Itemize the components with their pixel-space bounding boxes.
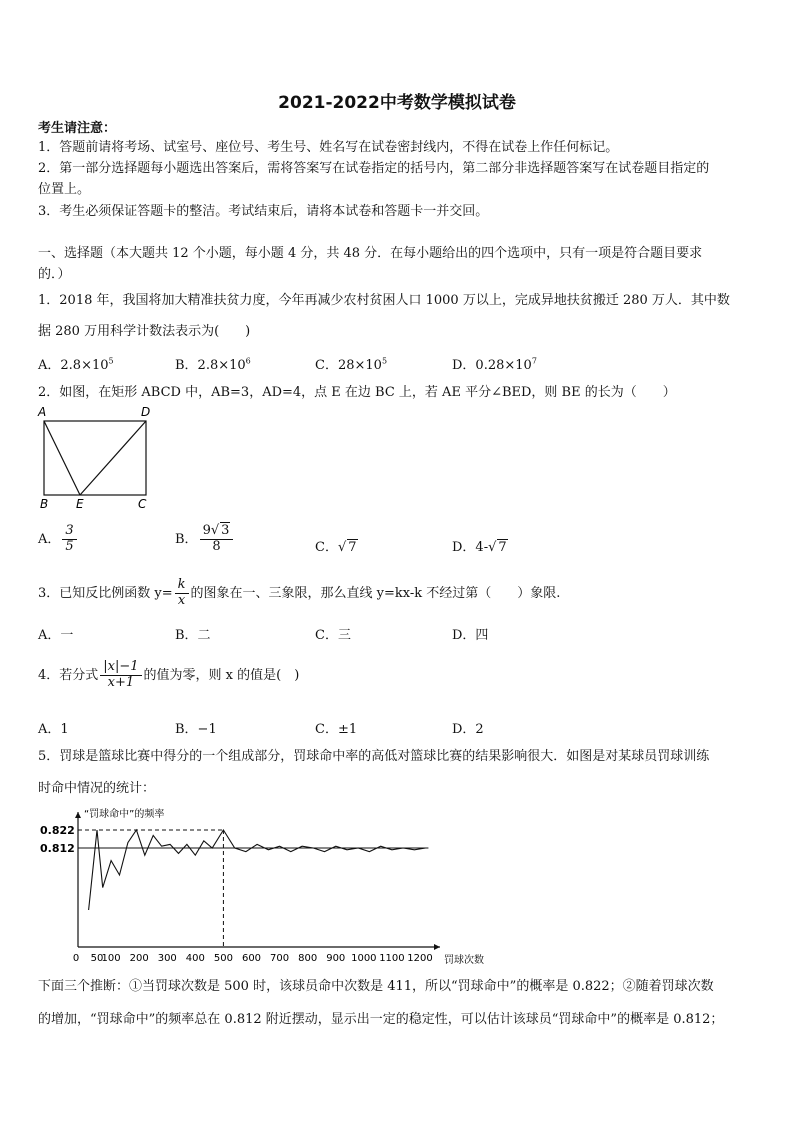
- page-title: 2021-2022中考数学模拟试卷: [278, 93, 516, 113]
- frequency-chart: [30, 800, 500, 970]
- q5-inference-1: 下面三个推断：①当罚球次数是 500 时，该球员命中次数是 411，所以“罚球命中”的概率是 0.822；②随着罚球次数: [38, 979, 714, 994]
- option-text: A．: [38, 531, 61, 547]
- q1-stem: 1．2018 年，我国将加大精准扶贫力度，今年再减少农村贫困人口 1000 万以上，完成异地扶贫搬迁 280 万人．其中数: [38, 293, 730, 308]
- radicand: 3: [221, 523, 230, 538]
- notice-heading: 考生请注意：: [38, 121, 117, 136]
- x-axis-arrow: [434, 944, 440, 950]
- x-tick-label: 300: [157, 953, 177, 964]
- exponent: 5: [381, 356, 388, 366]
- y-axis-arrow: [75, 812, 81, 818]
- label-d: D: [141, 405, 151, 419]
- x-tick-label: 700: [270, 953, 290, 964]
- y-tick-labels: [40, 824, 75, 855]
- q2-option-d[interactable]: D．4-√ 7: [452, 540, 507, 555]
- x-tick-label: 0: [72, 953, 80, 964]
- x-tick-label: 600: [241, 953, 262, 964]
- label-c: C: [138, 497, 147, 511]
- exponent: 6: [245, 356, 251, 366]
- q2-option-b[interactable]: [175, 524, 235, 555]
- segment-ae: [44, 421, 80, 495]
- q4-option-c[interactable]: C．±1: [315, 722, 358, 737]
- fraction: [175, 578, 189, 609]
- q3-stem: [38, 578, 560, 609]
- denominator: x+1: [107, 674, 135, 690]
- q1-option-d[interactable]: [452, 354, 537, 373]
- q1-option-c[interactable]: [315, 354, 387, 373]
- exponent: 5: [108, 356, 114, 366]
- x-tick-label: 50: [90, 953, 104, 964]
- denominator: 8: [212, 538, 221, 554]
- section-heading-cont: 的．）: [38, 267, 71, 282]
- fraction: [62, 524, 76, 555]
- option-text: B．: [175, 531, 198, 547]
- x-tick-label: 100: [101, 953, 121, 964]
- x-axis-label: 罚球次数: [444, 955, 484, 966]
- rectangle-abcd: [44, 421, 146, 495]
- x-tick-label: 1200: [407, 953, 433, 964]
- radicand: 7: [498, 540, 507, 555]
- radicand: 7: [348, 540, 357, 555]
- q3-option-b[interactable]: B．二: [175, 628, 211, 643]
- numerator: k: [175, 578, 189, 594]
- y-axis-label: “罚球命中”的频率: [84, 809, 165, 820]
- notice-item: 位置上。: [38, 182, 91, 197]
- notice-item: 2．第一部分选择题每小题选出答案后，需将答案写在试卷指定的括号内，第二部分非选择题答案写在试卷题目指定的: [38, 161, 710, 176]
- option-text: B．2.8×10: [175, 358, 246, 373]
- label-e: E: [76, 497, 84, 511]
- q1-option-b[interactable]: [175, 354, 251, 373]
- fraction: [200, 524, 234, 555]
- y-tick-label: 0.812: [40, 842, 75, 855]
- q4-stem: [38, 660, 299, 691]
- q1-option-a[interactable]: [38, 354, 114, 373]
- option-text: D．4-: [452, 540, 489, 555]
- x-tick-label: 800: [298, 953, 318, 964]
- option-text: A．2.8×10: [38, 358, 109, 373]
- numerator-coeff: 9: [202, 523, 211, 538]
- notice-item: 3．考生必须保证答题卡的整洁。考试结束后，请将本试卷和答题卡一并交回。: [38, 204, 489, 219]
- q3-stem-pre: 3．已知反比例函数 y=: [38, 585, 173, 601]
- exponent: 7: [531, 356, 537, 366]
- q5-stem-cont: 时命中情况的统计：: [38, 781, 156, 796]
- q1-stem-cont: 据 280 万用科学计数法表示为( ): [38, 324, 251, 339]
- q3-stem-post: 的图象在一、三象限，那么直线 y=kx-k 不经过第（ ）象限.: [190, 585, 561, 601]
- y-tick-label: 0.822: [40, 824, 75, 837]
- q4-stem-post: 的值为零，则 x 的值是( ): [143, 667, 300, 683]
- q4-option-a[interactable]: A．1: [38, 722, 69, 737]
- q5-inference-2: 的增加，“罚球命中”的频率总在 0.812 附近摆动，显示出一定的稳定性，可以估计该球员“罚球命中”的概率是 0.812；: [38, 1012, 724, 1027]
- option-text: C．28×10: [315, 358, 382, 373]
- option-text: C．: [315, 540, 338, 555]
- q2-option-a[interactable]: [38, 524, 79, 555]
- q3-option-d[interactable]: D．四: [452, 628, 489, 643]
- q4-stem-pre: 4．若分式: [38, 667, 99, 683]
- q3-option-c[interactable]: C．三: [315, 628, 351, 643]
- q4-option-b[interactable]: B．−1: [175, 722, 217, 737]
- q5-stem: 5．罚球是篮球比赛中得分的一个组成部分，罚球命中率的高低对篮球比赛的结果影响很大．如图是对某球员罚球训练: [38, 749, 710, 764]
- numerator: 3: [62, 524, 76, 540]
- notice-item: 1．答题前请将考场、试室号、座位号、考生号、姓名写在试卷密封线内，不得在试卷上作任何标记。: [38, 140, 619, 155]
- x-tick-label: 400: [185, 953, 205, 964]
- x-tick-label: 200: [129, 953, 149, 964]
- q4-option-d[interactable]: D．2: [452, 722, 484, 737]
- denominator: x: [177, 592, 186, 608]
- x-tick-label: 1000: [351, 953, 377, 964]
- label-b: B: [40, 497, 49, 511]
- denominator: 5: [65, 538, 74, 554]
- numerator: |x|−1: [100, 660, 141, 676]
- x-tick-label: 500: [213, 953, 233, 964]
- q2-option-c[interactable]: C．√ 7: [315, 540, 357, 555]
- q2-stem: 2．如图，在矩形 ABCD 中，AB=3，AD=4，点 E 在边 BC 上，若 AE 平分∠BED，则 BE 的长为（ ）: [38, 385, 676, 400]
- series-line: [89, 830, 426, 910]
- rectangle-figure: [36, 404, 156, 512]
- segment-ed: [80, 421, 146, 495]
- x-tick-labels: [73, 953, 433, 964]
- section-heading: 一、选择题（本大题共 12 个小题，每小题 4 分，共 48 分．在每小题给出的四个选项中，只有一项是符合题目要求: [38, 246, 703, 261]
- q3-option-a[interactable]: A．一: [38, 628, 74, 643]
- label-a: A: [38, 405, 47, 419]
- x-tick-label: 1100: [379, 953, 405, 964]
- x-tick-label: 900: [326, 953, 346, 964]
- option-text: D．0.28×10: [452, 358, 532, 373]
- fraction: [100, 660, 141, 691]
- numerator: 9√ 3: [200, 524, 234, 540]
